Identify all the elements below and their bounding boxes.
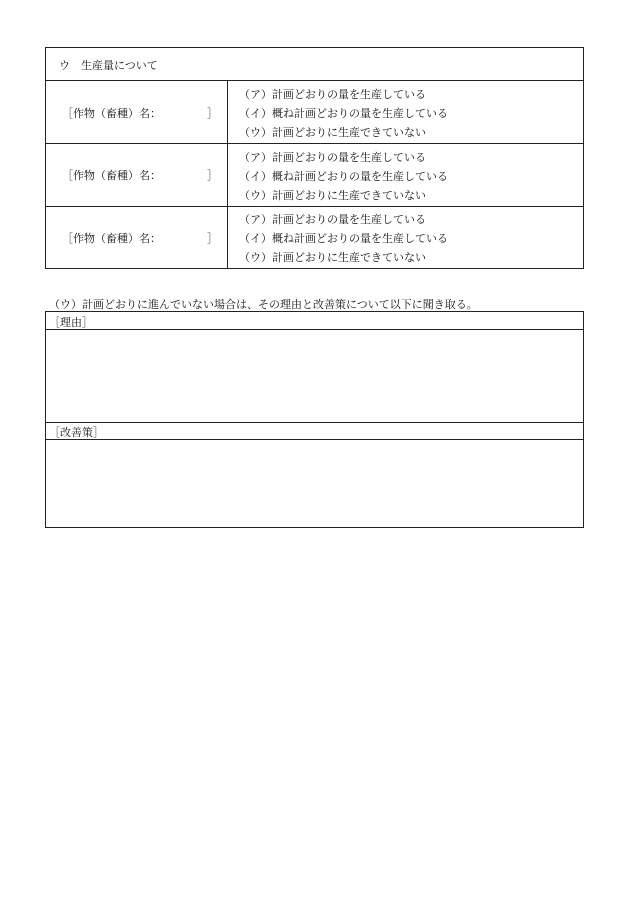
reason-label: ［理由］ (49, 316, 93, 329)
option-u[interactable]: （ウ）計画どおりに生産できていない (239, 126, 426, 139)
option-a[interactable]: （ア）計画どおりの量を生産している (239, 151, 426, 164)
reason-input[interactable] (46, 329, 583, 423)
crop-name-field[interactable]: ［作物（畜種）名： (62, 232, 161, 245)
crop-bracket: ］ (207, 107, 218, 120)
production-table (45, 47, 584, 269)
instruction-note: （ウ）計画どおりに進んでいない場合は、その理由と改善策について以下に聞き取る。 (49, 298, 478, 311)
crop-name-field[interactable]: ［作物（畜種）名： (62, 169, 161, 182)
reason-improvement-box (45, 311, 584, 528)
crop-bracket: ］ (207, 232, 218, 245)
table-header-row (46, 48, 583, 81)
section-title: ウ 生産量について (59, 59, 158, 72)
option-u[interactable]: （ウ）計画どおりに生産できていない (239, 251, 426, 264)
reason-label-row (46, 312, 583, 330)
option-i[interactable]: （イ）概ね計画どおりの量を生産している (239, 232, 448, 245)
improvement-input[interactable] (46, 439, 583, 527)
option-a[interactable]: （ア）計画どおりの量を生産している (239, 88, 426, 101)
improvement-label-row (46, 422, 583, 440)
option-a[interactable]: （ア）計画どおりの量を生産している (239, 213, 426, 226)
crop-bracket: ］ (207, 169, 218, 182)
column-divider (227, 80, 228, 268)
option-u[interactable]: （ウ）計画どおりに生産できていない (239, 189, 426, 202)
option-i[interactable]: （イ）概ね計画どおりの量を生産している (239, 107, 448, 120)
crop-name-field[interactable]: ［作物（畜種）名： (62, 107, 161, 120)
option-i[interactable]: （イ）概ね計画どおりの量を生産している (239, 170, 448, 183)
improvement-label: ［改善策］ (49, 426, 104, 439)
